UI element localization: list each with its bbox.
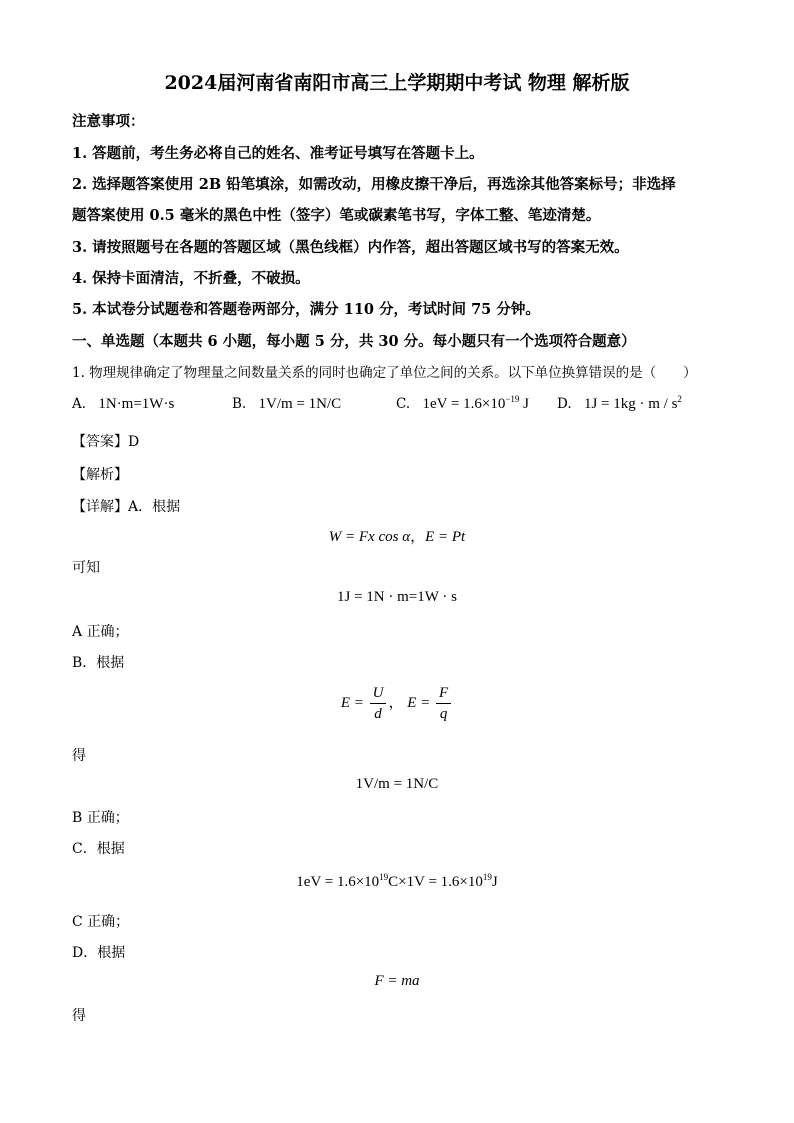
equation-field-strength: E = $\frac{U}{d}$ ， E = $\frac{F}{q}$: [0, 684, 794, 723]
option-d-label: D.: [557, 396, 572, 412]
b-correct-text: B 正确；: [72, 810, 129, 826]
option-c: [396, 396, 529, 413]
option-a: [72, 396, 174, 413]
equation-joule: 1J = 1N · m=1W · s: [337, 589, 457, 605]
de-text-2: 得: [72, 1008, 86, 1024]
c-correct-text: C 正确；: [72, 914, 130, 930]
option-c-text: $1eV = 1.6\times 10^{-19}$ J: [422, 394, 529, 412]
notice-item-2: 2. 选择题答案使用 2B 铅笔填涂，如需改动，用橡皮擦干净后，再选涂其他答案标号；非选择: [72, 176, 676, 193]
notice-item-1: 1. 答题前，考生务必将自己的姓名、准考证号填写在答题卡上。: [72, 145, 484, 162]
equation-newton: F = ma: [374, 973, 420, 989]
c-heading: C．根据: [72, 841, 125, 857]
notice-item-4: 4. 保持卡面清洁，不折叠，不破损。: [72, 270, 310, 287]
option-d-text: $1J = 1kg \cdot m / s^2$: [583, 394, 682, 412]
notice-item-5: 5. 本试卷分试题卷和答题卷两部分，满分 110 分，考试时间 75 分钟。: [72, 301, 540, 318]
de-text-1: 得: [72, 748, 86, 764]
option-b-text: 1V/m = 1N/C: [258, 396, 342, 412]
equation-v-per-m: 1V/m = 1N/C: [355, 776, 439, 792]
question-1-stem: 1. 物理规律确定了物理量之间数量关系的同时也确定了单位之间的关系。以下单位换算错误的是（ ）: [72, 365, 697, 381]
section-heading: 一、单选题（本题共 6 小题，每小题 5 分，共 30 分。每小题只有一个选项符合题意）: [72, 333, 636, 350]
option-c-label: C.: [396, 396, 411, 412]
document-title: 2024届河南省南阳市高三上学期期中考试 物理 解析版: [164, 72, 630, 94]
notice-item-2-cont: 题答案使用 0.5 毫米的黑色中性（签字）笔或碳素笔书写，字体工整、笔迹清楚。: [72, 207, 601, 224]
notice-heading: 注意事项：: [72, 113, 145, 130]
equation-electron-volt: $1eV = 1.6\times 10^{19}C\times 1V = 1.6\times 10^{19}J$: [296, 872, 498, 890]
b-heading: B．根据: [72, 655, 125, 671]
equation-work-power: W = Fx cos α，E = Pt: [328, 529, 466, 545]
a-correct-text: A 正确；: [72, 624, 129, 640]
option-b-label: B.: [232, 396, 247, 412]
kezhi-text: 可知: [72, 560, 100, 576]
option-a-text: 1N·m=1W·s: [98, 396, 175, 412]
detail-heading: 【详解】A．根据: [72, 499, 181, 515]
option-d: [557, 396, 682, 413]
option-b: [232, 396, 341, 413]
analysis-heading: 【解析】: [72, 467, 128, 483]
d-heading: D．根据: [72, 945, 126, 961]
notice-item-3: 3. 请按照题号在各题的答题区域（黑色线框）内作答，超出答题区域书写的答案无效。: [72, 239, 629, 256]
answer-line: 【答案】D: [72, 434, 140, 450]
option-a-label: A.: [72, 396, 87, 412]
